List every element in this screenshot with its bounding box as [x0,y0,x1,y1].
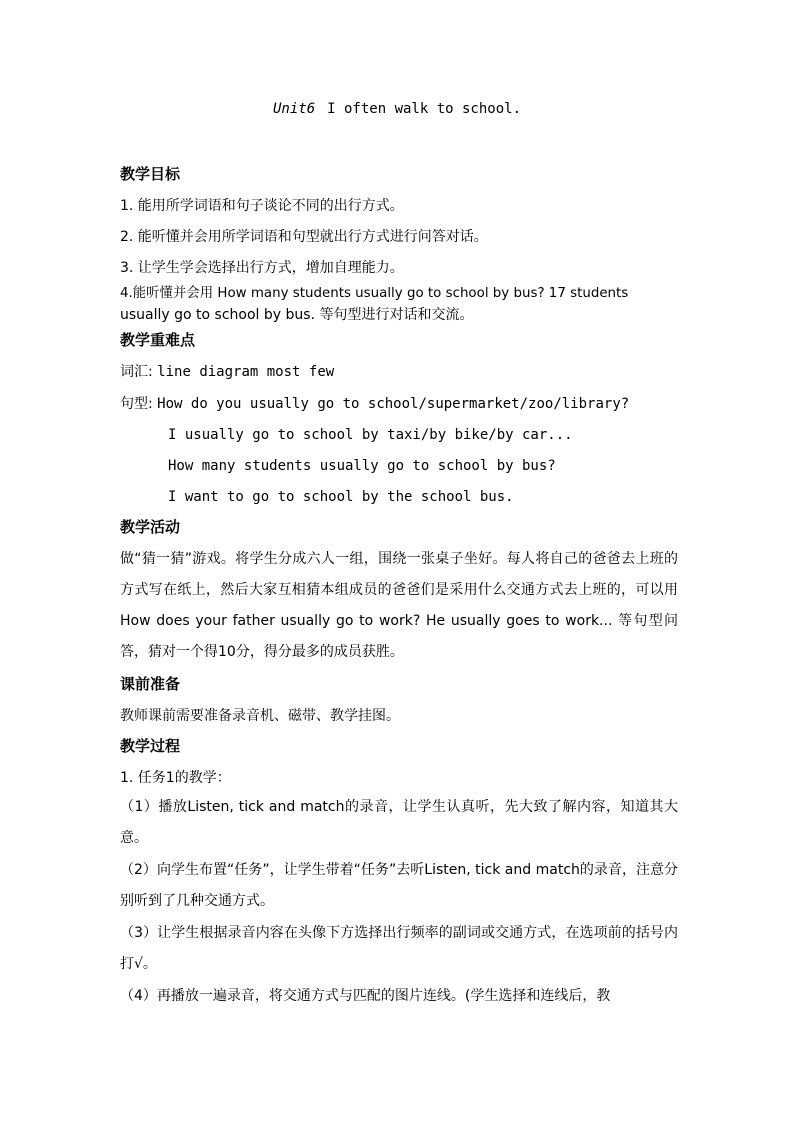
sentence-pattern: I want to go to school by the school bus. [168,489,514,505]
goal-item: 1. 能用所学词语和句子谈论不同的出行方式。 [120,198,404,214]
goals-heading: 教学目标 [120,165,181,183]
goal-item: 3. 让学生学会选择出行方式，增加自理能力。 [120,260,404,276]
process-step: （4）再播放一遍录音，将交通方式与匹配的图片连线。(学生选择和连线后，教 [120,988,611,1004]
sentence-label: 句型: [120,396,153,412]
process-step: （2）向学生布置“任务”，让学生带着“任务”去听Listen, tick and match的录音，注意分别听到了几种交通方式。 [120,862,678,909]
process-step: （3）让学生根据录音内容在头像下方选择出行频率的副词或交通方式，在选项前的括号内打√。 [120,925,678,972]
vocab-words: line diagram most few [157,364,335,380]
sentence-pattern: How do you usually go to school/supermarket/zoo/library? [157,396,630,412]
goal-item: 2. 能听懂并会用所学词语和句型就出行方式进行问答对话。 [120,229,488,245]
goal-item: 4.能听懂并会用 How many students usually go to school by bus? 17 students [120,286,629,301]
sentence-pattern: I usually go to school by taxi/by bike/by car... [168,427,573,443]
activity-text: 做“猜一猜”游戏。将学生分成六人一组，围绕一张桌子坐好。每人将自己的爸爸去上班的方式写在纸上，然后大家互相猜本组成员的爸爸们是采用什么交通方式去上班的，可以用How does your father usually go to work? He usually goes to work... 等句型问答，猜对一个得10分，得分最多的成员获胜。 [120,551,678,660]
key-points-heading: 教学重难点 [120,331,196,349]
vocab-label: 词汇: [120,364,153,380]
sentence-row [120,394,680,414]
goal-item: usually go to school by bus. 等句型进行对话和交流。 [120,307,474,323]
process-heading: 教学过程 [120,737,181,755]
prep-heading: 课前准备 [120,675,181,693]
prep-text: 教师课前需要准备录音机、磁带、教学挂图。 [120,708,400,724]
vocab-row [120,362,680,382]
unit-label: Unit6 [272,101,316,117]
task-title: 1. 任务1的教学： [120,770,231,786]
lesson-title [0,101,794,117]
title-text: I often walk to school. [327,101,522,117]
sentence-pattern: How many students usually go to school by bus? [168,458,556,474]
activity-heading: 教学活动 [120,518,181,536]
process-step: （1）播放Listen, tick and match的录音，让学生认真听，先大致了解内容，知道其大意。 [120,799,678,846]
